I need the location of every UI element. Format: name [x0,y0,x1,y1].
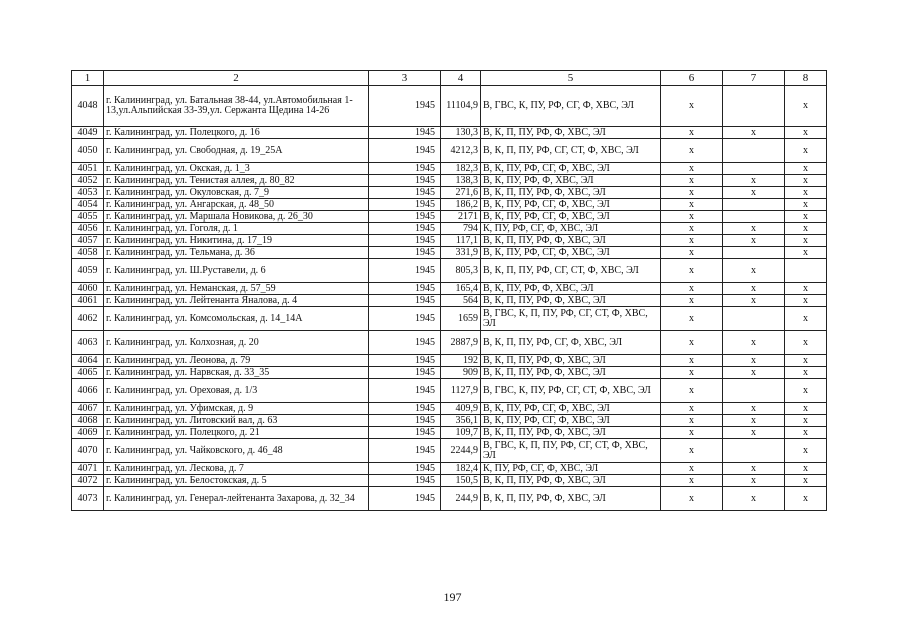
services-cell: В, К, П, ПУ, РФ, Ф, ХВС, ЭЛ [481,187,661,199]
col6-mark: х [661,283,723,295]
address-cell: г. Калининград, ул. Свободная, д. 19_25А [104,139,369,163]
row-number: 4059 [72,259,104,283]
table-row [72,403,827,415]
col6-mark: х [661,415,723,427]
table-row [72,199,827,211]
col7-mark: х [723,175,785,187]
col8-mark: х [785,139,827,163]
area-cell: 182,3 [441,163,481,175]
table-row [72,259,827,283]
col7-mark: х [723,259,785,283]
address-cell: г. Калининград, ул. Тенистая аллея, д. 80_82 [104,175,369,187]
area-cell: 409,9 [441,403,481,415]
area-cell: 186,2 [441,199,481,211]
area-cell: 244,9 [441,487,481,511]
year-cell: 1945 [369,355,441,367]
col8-mark: х [785,211,827,223]
area-cell: 2887,9 [441,331,481,355]
services-cell: В, К, ПУ, РФ, Ф, ХВС, ЭЛ [481,175,661,187]
col8-mark: х [785,223,827,235]
row-number: 4064 [72,355,104,367]
area-cell: 117,1 [441,235,481,247]
address-cell: г. Калининград, ул. Полецкого, д. 16 [104,127,369,139]
area-cell: 11104,9 [441,86,481,127]
address-cell: г. Калининград, ул. Ореховая, д. 1/3 [104,379,369,403]
col7-mark [723,86,785,127]
col7-mark: х [723,295,785,307]
col7-mark: х [723,475,785,487]
year-cell: 1945 [369,259,441,283]
table-row [72,427,827,439]
header-cell: 5 [481,71,661,86]
col7-mark [723,199,785,211]
year-cell: 1945 [369,187,441,199]
year-cell: 1945 [369,223,441,235]
col6-mark: х [661,307,723,331]
services-cell: В, К, ПУ, РФ, СГ, Ф, ХВС, ЭЛ [481,199,661,211]
col8-mark: х [785,86,827,127]
col8-mark: х [785,463,827,475]
col8-mark [785,259,827,283]
col8-mark: х [785,175,827,187]
row-number: 4068 [72,415,104,427]
col6-mark: х [661,355,723,367]
area-cell: 909 [441,367,481,379]
row-number: 4053 [72,187,104,199]
col7-mark: х [723,403,785,415]
address-cell: г. Калининград, ул. Генерал-лейтенанта Захарова, д. 32_34 [104,487,369,511]
col8-mark: х [785,247,827,259]
row-number: 4070 [72,439,104,463]
row-number: 4050 [72,139,104,163]
col7-mark [723,439,785,463]
address-cell: г. Калининград, ул. Никитина, д. 17_19 [104,235,369,247]
area-cell: 794 [441,223,481,235]
address-cell: г. Калининград, ул. Литовский вал, д. 63 [104,415,369,427]
col8-mark: х [785,331,827,355]
col6-mark: х [661,475,723,487]
row-number: 4063 [72,331,104,355]
address-cell: г. Калининград, ул. Гоголя, д. 1 [104,223,369,235]
col8-mark: х [785,475,827,487]
col8-mark: х [785,379,827,403]
year-cell: 1945 [369,235,441,247]
col7-mark [723,247,785,259]
table-row [72,175,827,187]
year-cell: 1945 [369,307,441,331]
col7-mark: х [723,127,785,139]
address-cell: г. Калининград, ул. Тельмана, д. 36 [104,247,369,259]
col7-mark [723,379,785,403]
col8-mark: х [785,415,827,427]
area-cell: 564 [441,295,481,307]
col7-mark: х [723,331,785,355]
table-row [72,463,827,475]
row-number: 4054 [72,199,104,211]
row-number: 4052 [72,175,104,187]
address-cell: г. Калининград, ул. Неманская, д. 57_59 [104,283,369,295]
year-cell: 1945 [369,463,441,475]
table-row [72,139,827,163]
address-cell: г. Калининград, ул. Окская, д. 1_3 [104,163,369,175]
header-cell: 3 [369,71,441,86]
col6-mark: х [661,487,723,511]
row-number: 4056 [72,223,104,235]
services-cell: В, К, ПУ, РФ, СГ, Ф, ХВС, ЭЛ [481,247,661,259]
col8-mark: х [785,199,827,211]
year-cell: 1945 [369,487,441,511]
year-cell: 1945 [369,331,441,355]
housing-register-table [71,70,827,511]
col6-mark: х [661,127,723,139]
header-cell: 1 [72,71,104,86]
table-row [72,355,827,367]
year-cell: 1945 [369,127,441,139]
row-number: 4049 [72,127,104,139]
year-cell: 1945 [369,367,441,379]
col6-mark: х [661,295,723,307]
row-number: 4055 [72,211,104,223]
col8-mark: х [785,187,827,199]
row-number: 4062 [72,307,104,331]
services-cell: В, К, П, ПУ, РФ, Ф, ХВС, ЭЛ [481,367,661,379]
services-cell: В, ГВС, К, П, ПУ, РФ, СГ, СТ, Ф, ХВС, ЭЛ [481,307,661,331]
col6-mark: х [661,331,723,355]
services-cell: В, К, П, ПУ, РФ, СГ, Ф, ХВС, ЭЛ [481,331,661,355]
col7-mark: х [723,487,785,511]
col7-mark: х [723,223,785,235]
col7-mark: х [723,367,785,379]
services-cell: В, К, П, ПУ, РФ, СГ, СТ, Ф, ХВС, ЭЛ [481,259,661,283]
year-cell: 1945 [369,295,441,307]
row-number: 4057 [72,235,104,247]
address-cell: г. Калининград, ул. Окуловская, д. 7_9 [104,187,369,199]
area-cell: 165,4 [441,283,481,295]
address-cell: г. Калининград, ул. Белостокская, д. 5 [104,475,369,487]
area-cell: 2244,9 [441,439,481,463]
address-cell: г. Калининград, ул. Лейтенанта Яналова, д. 4 [104,295,369,307]
row-number: 4066 [72,379,104,403]
year-cell: 1945 [369,283,441,295]
table-row [72,379,827,403]
services-cell: В, К, ПУ, РФ, СГ, Ф, ХВС, ЭЛ [481,211,661,223]
col6-mark: х [661,175,723,187]
header-cell: 8 [785,71,827,86]
services-cell: В, К, П, ПУ, РФ, Ф, ХВС, ЭЛ [481,355,661,367]
row-number: 4058 [72,247,104,259]
table-row [72,127,827,139]
col6-mark: х [661,139,723,163]
col6-mark: х [661,199,723,211]
col6-mark: х [661,247,723,259]
col7-mark [723,139,785,163]
services-cell: В, К, ПУ, РФ, СГ, Ф, ХВС, ЭЛ [481,163,661,175]
table-row [72,283,827,295]
year-cell: 1945 [369,86,441,127]
year-cell: 1945 [369,427,441,439]
year-cell: 1945 [369,379,441,403]
col6-mark: х [661,439,723,463]
services-cell: В, К, П, ПУ, РФ, Ф, ХВС, ЭЛ [481,475,661,487]
table-row [72,235,827,247]
row-number: 4065 [72,367,104,379]
col8-mark: х [785,307,827,331]
address-cell: г. Калининград, ул. Уфимская, д. 9 [104,403,369,415]
col8-mark: х [785,163,827,175]
year-cell: 1945 [369,139,441,163]
address-cell: г. Калининград, ул. Комсомольская, д. 14_14А [104,307,369,331]
table-row [72,211,827,223]
row-number: 4060 [72,283,104,295]
col6-mark: х [661,235,723,247]
services-cell: В, ГВС, К, П, ПУ, РФ, СГ, СТ, Ф, ХВС, ЭЛ [481,439,661,463]
col6-mark: х [661,463,723,475]
col7-mark [723,307,785,331]
table-row [72,307,827,331]
address-cell: г. Калининград, ул. Маршала Новикова, д. 26_30 [104,211,369,223]
col7-mark: х [723,415,785,427]
address-cell: г. Калининград, ул. Полецкого, д. 21 [104,427,369,439]
col6-mark: х [661,86,723,127]
table-row [72,223,827,235]
services-cell: В, К, ПУ, РФ, СГ, Ф, ХВС, ЭЛ [481,415,661,427]
address-cell: г. Калининград, ул. Батальная 38-44, ул.Автомобильная 1-13,ул.Альпийская 33-39,ул. Сержанта Щедина 14-26 [104,86,369,127]
services-cell: К, ПУ, РФ, СГ, Ф, ХВС, ЭЛ [481,223,661,235]
col6-mark: х [661,367,723,379]
services-cell: В, К, ПУ, РФ, СГ, Ф, ХВС, ЭЛ [481,403,661,415]
col6-mark: х [661,427,723,439]
area-cell: 1659 [441,307,481,331]
year-cell: 1945 [369,247,441,259]
area-cell: 4212,3 [441,139,481,163]
col7-mark: х [723,427,785,439]
table-row [72,367,827,379]
year-cell: 1945 [369,163,441,175]
year-cell: 1945 [369,475,441,487]
table-row [72,487,827,511]
services-cell: В, К, П, ПУ, РФ, Ф, ХВС, ЭЛ [481,235,661,247]
col8-mark: х [785,283,827,295]
services-cell: К, ПУ, РФ, СГ, Ф, ХВС, ЭЛ [481,463,661,475]
col8-mark: х [785,355,827,367]
table-row [72,247,827,259]
table-row [72,415,827,427]
col6-mark: х [661,379,723,403]
area-cell: 2171 [441,211,481,223]
col7-mark: х [723,235,785,247]
col7-mark: х [723,187,785,199]
area-cell: 138,3 [441,175,481,187]
table-row [72,475,827,487]
address-cell: г. Калининград, ул. Колхозная, д. 20 [104,331,369,355]
row-number: 4071 [72,463,104,475]
col8-mark: х [785,403,827,415]
address-cell: г. Калининград, ул. Лескова, д. 7 [104,463,369,475]
row-number: 4072 [72,475,104,487]
table-row [72,86,827,127]
area-cell: 1127,9 [441,379,481,403]
col6-mark: х [661,211,723,223]
services-cell: В, К, П, ПУ, РФ, Ф, ХВС, ЭЛ [481,487,661,511]
address-cell: г. Калининград, ул. Нарвская, д. 33_35 [104,367,369,379]
col7-mark: х [723,283,785,295]
col7-mark: х [723,355,785,367]
services-cell: В, К, П, ПУ, РФ, Ф, ХВС, ЭЛ [481,427,661,439]
services-cell: В, К, П, ПУ, РФ, СГ, СТ, Ф, ХВС, ЭЛ [481,139,661,163]
col7-mark [723,163,785,175]
col6-mark: х [661,259,723,283]
services-cell: В, ГВС, К, ПУ, РФ, СГ, СТ, Ф, ХВС, ЭЛ [481,379,661,403]
area-cell: 109,7 [441,427,481,439]
area-cell: 182,4 [441,463,481,475]
col8-mark: х [785,295,827,307]
table-row [72,187,827,199]
year-cell: 1945 [369,199,441,211]
col7-mark: х [723,463,785,475]
area-cell: 150,5 [441,475,481,487]
table-row [72,331,827,355]
area-cell: 271,6 [441,187,481,199]
year-cell: 1945 [369,175,441,187]
area-cell: 356,1 [441,415,481,427]
col6-mark: х [661,223,723,235]
row-number: 4067 [72,403,104,415]
row-number: 4051 [72,163,104,175]
page-number: 197 [443,590,462,604]
address-cell: г. Калининград, ул. Чайковского, д. 46_48 [104,439,369,463]
services-cell: В, К, П, ПУ, РФ, Ф, ХВС, ЭЛ [481,295,661,307]
header-cell: 6 [661,71,723,86]
col8-mark: х [785,439,827,463]
col8-mark: х [785,367,827,379]
address-cell: г. Калининград, ул. Ш.Руставели, д. 6 [104,259,369,283]
row-number: 4048 [72,86,104,127]
services-cell: В, ГВС, К, ПУ, РФ, СГ, Ф, ХВС, ЭЛ [481,86,661,127]
address-cell: г. Калининград, ул. Леонова, д. 79 [104,355,369,367]
header-row [72,71,827,86]
address-cell: г. Калининград, ул. Ангарская, д. 48_50 [104,199,369,211]
col6-mark: х [661,187,723,199]
services-cell: В, К, ПУ, РФ, Ф, ХВС, ЭЛ [481,283,661,295]
area-cell: 130,3 [441,127,481,139]
year-cell: 1945 [369,403,441,415]
services-cell: В, К, П, ПУ, РФ, Ф, ХВС, ЭЛ [481,127,661,139]
col6-mark: х [661,163,723,175]
col6-mark: х [661,403,723,415]
row-number: 4061 [72,295,104,307]
col8-mark: х [785,427,827,439]
area-cell: 331,9 [441,247,481,259]
header-cell: 2 [104,71,369,86]
row-number: 4073 [72,487,104,511]
col7-mark [723,211,785,223]
table-row [72,439,827,463]
col8-mark: х [785,487,827,511]
table-row [72,295,827,307]
year-cell: 1945 [369,415,441,427]
table-row [72,163,827,175]
year-cell: 1945 [369,439,441,463]
col8-mark: х [785,235,827,247]
col8-mark: х [785,127,827,139]
area-cell: 192 [441,355,481,367]
row-number: 4069 [72,427,104,439]
header-cell: 7 [723,71,785,86]
area-cell: 805,3 [441,259,481,283]
year-cell: 1945 [369,211,441,223]
header-cell: 4 [441,71,481,86]
